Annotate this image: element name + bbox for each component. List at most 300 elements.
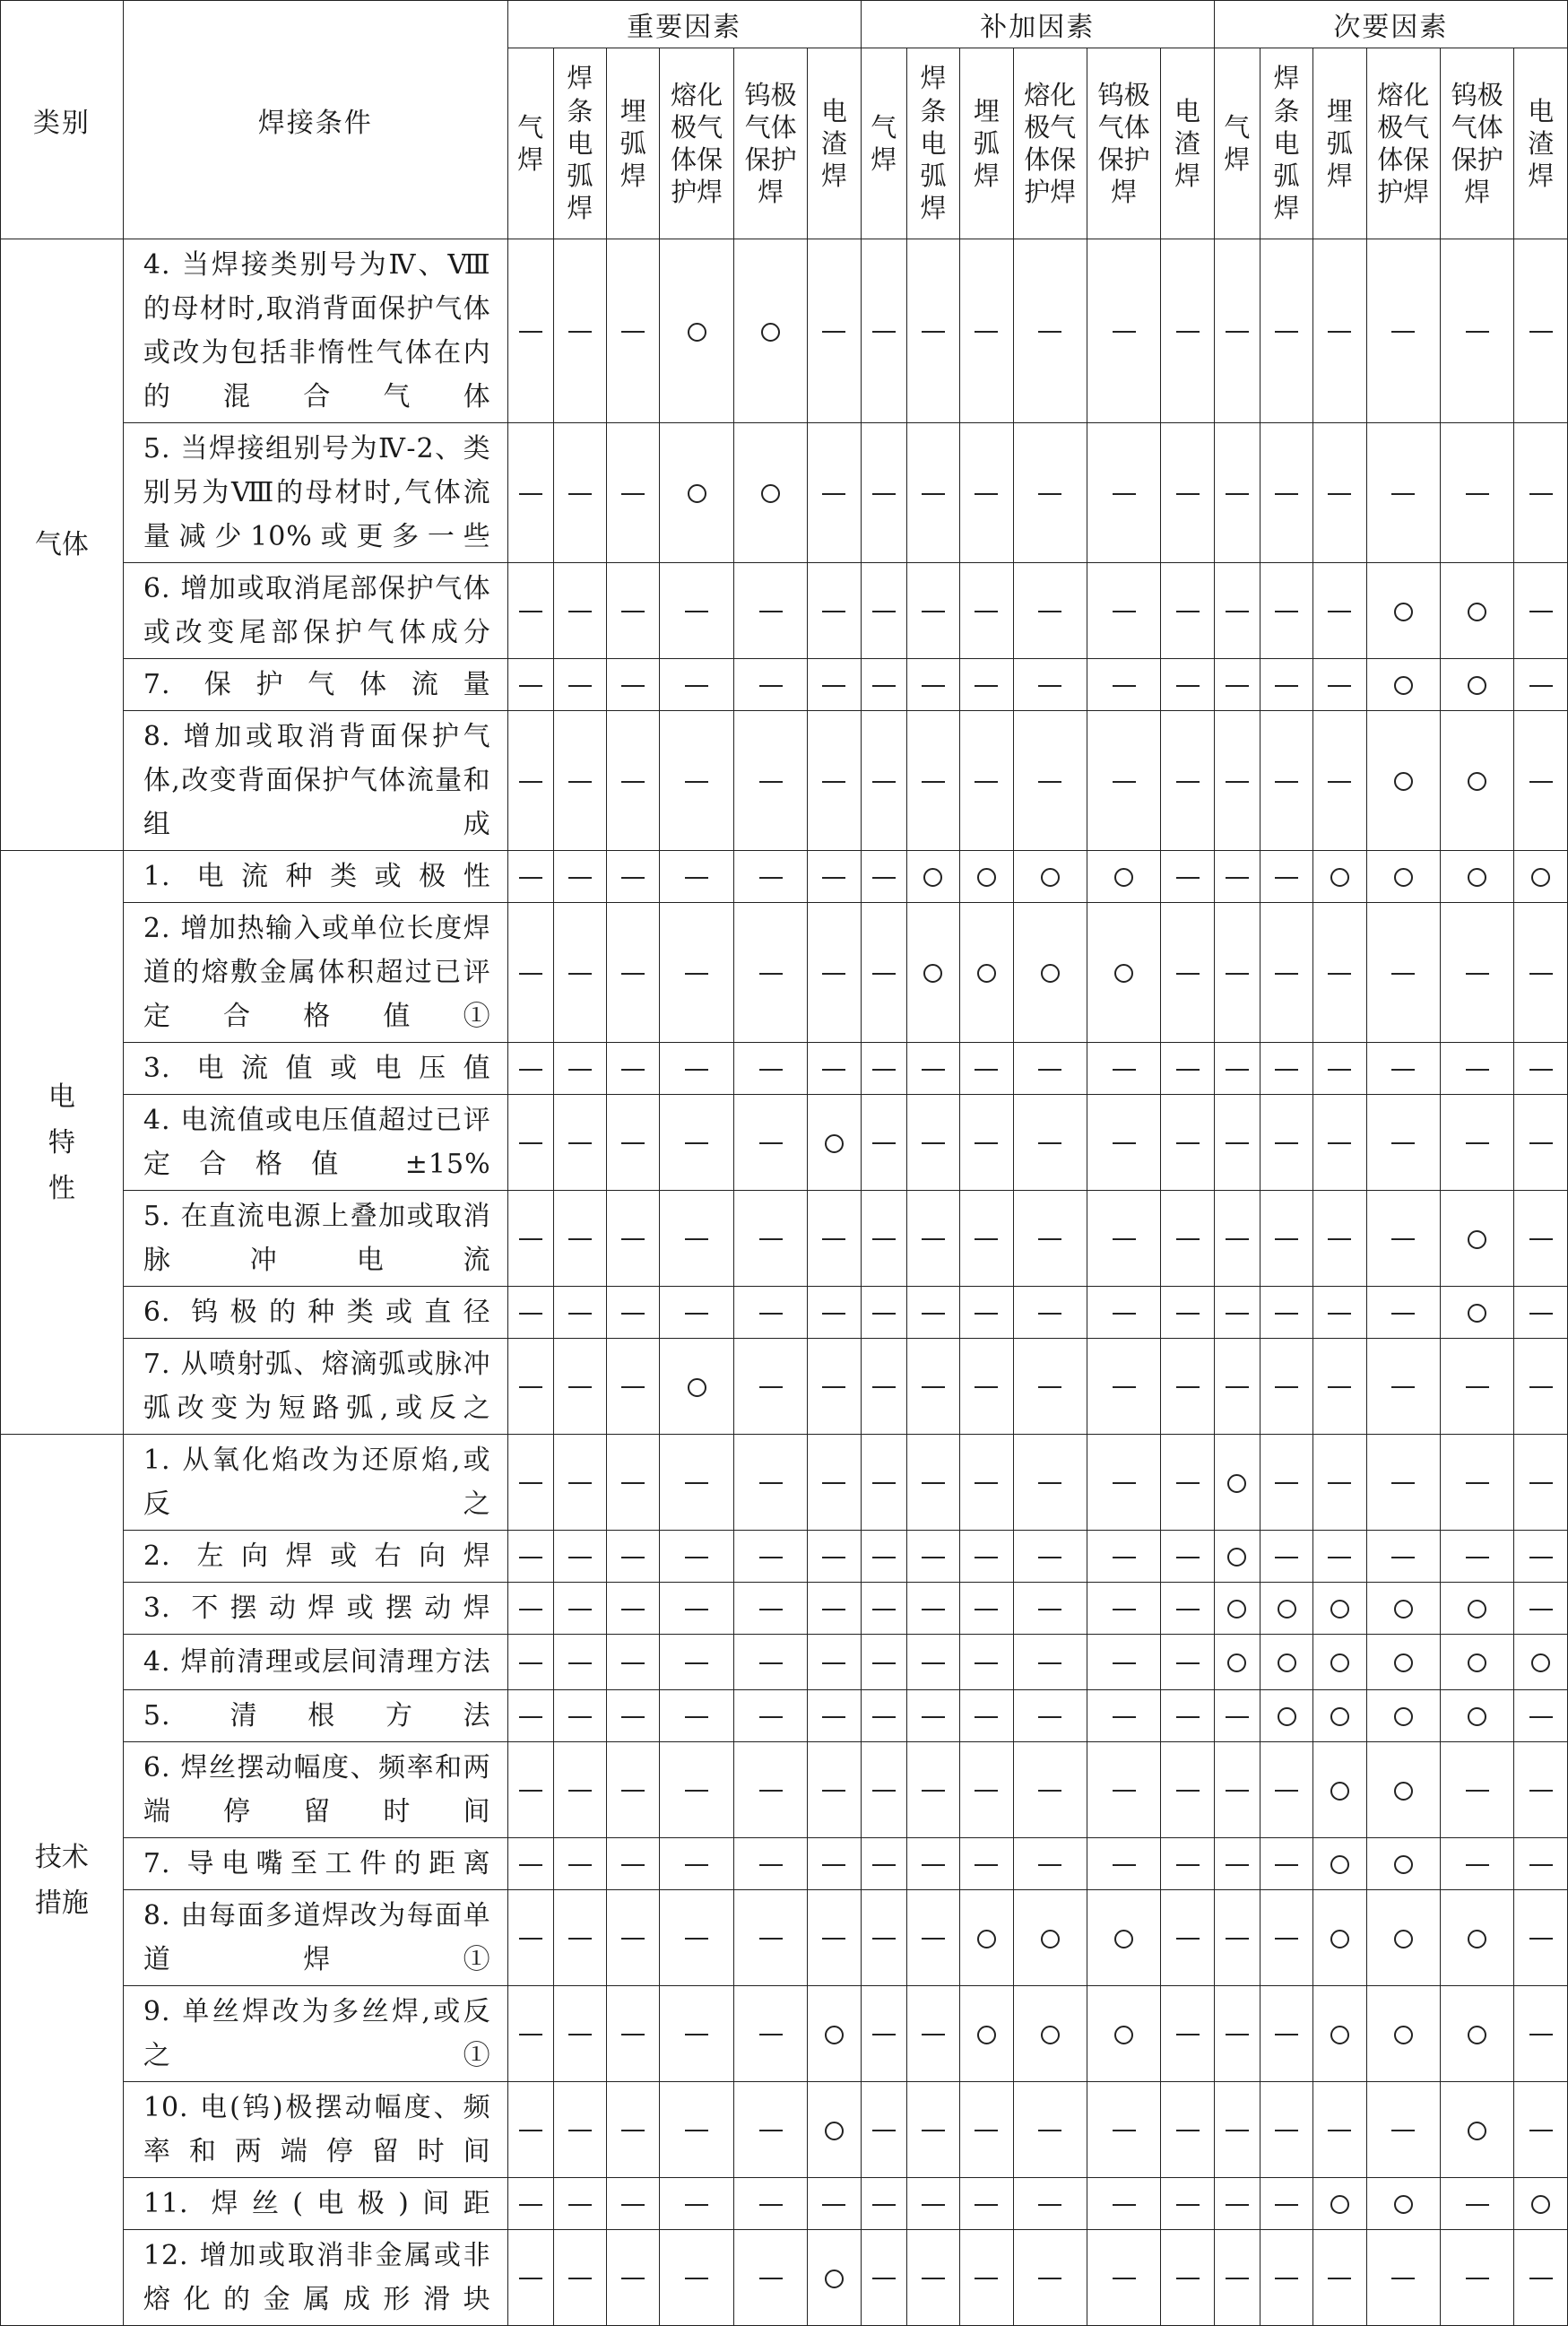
dash-mark-icon	[1113, 1313, 1136, 1315]
mark-cell	[1441, 1690, 1514, 1742]
dash-mark-icon	[975, 611, 998, 612]
dash-mark-icon	[1038, 1142, 1061, 1144]
mark-cell	[906, 1742, 959, 1838]
mark-cell	[1366, 1742, 1440, 1838]
mark-cell	[1313, 2082, 1366, 2178]
mark-cell	[1087, 903, 1160, 1043]
condition-cell: 1. 从氧化焰改为还原焰,或反之	[123, 1435, 507, 1531]
dash-mark-icon	[822, 1716, 845, 1718]
dash-mark-icon	[1226, 2034, 1249, 2035]
dash-mark-icon	[519, 2034, 542, 2035]
dash-mark-icon	[568, 2278, 592, 2279]
mark-cell	[553, 1043, 606, 1095]
dash-mark-icon	[759, 1142, 783, 1144]
dash-mark-icon	[1275, 1557, 1298, 1558]
mark-cell	[906, 1635, 959, 1690]
mark-cell	[1214, 1890, 1260, 1986]
header-method-label: 熔化 极气 体保 护焊	[671, 79, 723, 208]
mark-cell	[607, 1838, 660, 1890]
mark-cell	[733, 711, 807, 851]
mark-cell	[1087, 1435, 1160, 1531]
mark-cell	[660, 1838, 733, 1890]
dash-mark-icon	[1328, 1557, 1351, 1558]
mark-cell	[1013, 659, 1087, 711]
mark-cell	[906, 1287, 959, 1339]
dash-mark-icon	[975, 1716, 998, 1718]
mark-cell	[1366, 903, 1440, 1043]
mark-cell	[1260, 1531, 1312, 1583]
mark-cell	[1013, 1742, 1087, 1838]
circle-mark-icon	[1468, 2026, 1486, 2044]
dash-mark-icon	[1328, 331, 1351, 333]
dash-mark-icon	[1038, 1238, 1061, 1240]
dash-mark-icon	[1226, 493, 1249, 495]
dash-mark-icon	[822, 781, 845, 783]
header-method-label: 电 渣 焊	[1528, 95, 1555, 192]
circle-mark-icon	[1394, 1707, 1413, 1726]
dash-mark-icon	[922, 611, 945, 612]
dash-mark-icon	[621, 1386, 645, 1388]
mark-cell	[1313, 563, 1366, 659]
header-category: 类别	[1, 1, 124, 239]
circle-mark-icon	[1278, 1653, 1296, 1672]
mark-cell	[1087, 423, 1160, 563]
circle-mark-icon	[977, 964, 996, 983]
dash-mark-icon	[822, 1313, 845, 1315]
mark-cell	[660, 1287, 733, 1339]
circle-mark-icon	[825, 2270, 844, 2288]
mark-cell	[1214, 239, 1260, 423]
dash-mark-icon	[872, 1238, 896, 1240]
dash-mark-icon	[1275, 877, 1298, 879]
header-method	[1514, 48, 1568, 239]
mark-cell	[1514, 1986, 1568, 2082]
dash-mark-icon	[975, 331, 998, 333]
dash-mark-icon	[519, 1662, 542, 1664]
dash-mark-icon	[872, 1557, 896, 1558]
dash-mark-icon	[922, 1069, 945, 1071]
dash-mark-icon	[1328, 611, 1351, 612]
dash-mark-icon	[1176, 1662, 1200, 1664]
mark-cell	[607, 1635, 660, 1690]
dash-mark-icon	[922, 2278, 945, 2279]
dash-mark-icon	[1176, 2278, 1200, 2279]
header-method	[607, 48, 660, 239]
mark-cell	[1313, 239, 1366, 423]
mark-cell	[553, 1339, 606, 1435]
mark-cell	[553, 2082, 606, 2178]
condition-cell: 3. 电流值或电压值	[123, 1043, 507, 1095]
dash-mark-icon	[872, 781, 896, 783]
table-row	[1, 1191, 1568, 1287]
dash-mark-icon	[759, 877, 783, 879]
circle-mark-icon	[1468, 2122, 1486, 2140]
table-row	[1, 1531, 1568, 1583]
mark-cell	[1013, 2082, 1087, 2178]
table-row	[1, 563, 1568, 659]
mark-cell	[861, 1531, 906, 1583]
dash-mark-icon	[1466, 1069, 1489, 1071]
mark-cell	[1366, 1435, 1440, 1531]
mark-cell	[607, 851, 660, 903]
dash-mark-icon	[685, 1938, 708, 1940]
mark-cell	[1366, 1095, 1440, 1191]
dash-mark-icon	[1113, 1069, 1136, 1071]
dash-mark-icon	[1391, 331, 1415, 333]
header-group-0: 重要因素	[507, 1, 861, 48]
dash-mark-icon	[872, 2034, 896, 2035]
dash-mark-icon	[1176, 781, 1200, 783]
dash-mark-icon	[822, 1790, 845, 1792]
dash-mark-icon	[621, 1238, 645, 1240]
dash-mark-icon	[1113, 611, 1136, 612]
mark-cell	[660, 2230, 733, 2326]
mark-cell	[660, 711, 733, 851]
mark-cell	[733, 2230, 807, 2326]
category-cell: 气体	[1, 239, 124, 851]
dash-mark-icon	[621, 1142, 645, 1144]
dash-mark-icon	[621, 611, 645, 612]
mark-cell	[1260, 1191, 1312, 1287]
table-row	[1, 1890, 1568, 1986]
dash-mark-icon	[568, 1790, 592, 1792]
dash-mark-icon	[685, 877, 708, 879]
mark-cell	[1366, 1890, 1440, 1986]
mark-cell	[906, 1986, 959, 2082]
dash-mark-icon	[1529, 1557, 1553, 1558]
dash-mark-icon	[872, 1142, 896, 1144]
mark-cell	[1366, 239, 1440, 423]
circle-mark-icon	[1330, 1855, 1349, 1874]
mark-cell	[660, 903, 733, 1043]
mark-cell	[960, 1742, 1013, 1838]
mark-cell	[960, 1095, 1013, 1191]
mark-cell	[906, 423, 959, 563]
mark-cell	[1013, 1986, 1087, 2082]
dash-mark-icon	[872, 1609, 896, 1610]
circle-mark-icon	[1531, 868, 1550, 887]
dash-mark-icon	[519, 2278, 542, 2279]
mark-cell	[607, 1339, 660, 1435]
mark-cell	[1013, 239, 1087, 423]
dash-mark-icon	[568, 1938, 592, 1940]
mark-cell	[660, 1890, 733, 1986]
mark-cell	[861, 1339, 906, 1435]
mark-cell	[553, 423, 606, 563]
circle-mark-icon	[688, 323, 706, 342]
mark-cell	[960, 711, 1013, 851]
dash-mark-icon	[621, 1609, 645, 1610]
mark-cell	[733, 1435, 807, 1531]
dash-mark-icon	[1275, 685, 1298, 687]
circle-mark-icon	[977, 2026, 996, 2044]
mark-cell	[553, 1690, 606, 1742]
mark-cell	[861, 1890, 906, 1986]
circle-mark-icon	[825, 2122, 844, 2140]
table-row	[1, 1635, 1568, 1690]
mark-cell	[1366, 423, 1440, 563]
condition-cell: 10. 电(钨)极摆动幅度、频率和两端停留时间	[123, 2082, 507, 2178]
mark-cell	[607, 1690, 660, 1742]
condition-cell: 8. 由每面多道焊改为每面单道焊①	[123, 1890, 507, 1986]
dash-mark-icon	[1328, 1142, 1351, 1144]
mark-cell	[1013, 1890, 1087, 1986]
mark-cell	[1013, 1191, 1087, 1287]
mark-cell	[507, 1890, 553, 1986]
dash-mark-icon	[1176, 1790, 1200, 1792]
mark-cell	[1260, 2082, 1312, 2178]
mark-cell	[507, 2082, 553, 2178]
dash-mark-icon	[519, 781, 542, 783]
mark-cell	[861, 423, 906, 563]
mark-cell	[507, 2178, 553, 2230]
dash-mark-icon	[1038, 2278, 1061, 2279]
dash-mark-icon	[822, 2204, 845, 2206]
mark-cell	[1013, 1043, 1087, 1095]
dash-mark-icon	[759, 1238, 783, 1240]
mark-cell	[960, 659, 1013, 711]
dash-mark-icon	[1038, 1716, 1061, 1718]
condition-cell: 4. 电流值或电压值超过已评定合格值 ±15%	[123, 1095, 507, 1191]
circle-mark-icon	[1531, 2195, 1550, 2214]
dash-mark-icon	[872, 611, 896, 612]
dash-mark-icon	[822, 973, 845, 975]
dash-mark-icon	[685, 1482, 708, 1484]
circle-mark-icon	[688, 1378, 706, 1397]
dash-mark-icon	[1466, 331, 1489, 333]
dash-mark-icon	[568, 781, 592, 783]
dash-mark-icon	[1529, 2278, 1553, 2279]
mark-cell	[960, 1986, 1013, 2082]
dash-mark-icon	[1328, 493, 1351, 495]
mark-cell	[808, 2178, 861, 2230]
mark-cell	[960, 563, 1013, 659]
mark-cell	[906, 903, 959, 1043]
dash-mark-icon	[822, 1069, 845, 1071]
mark-cell	[1214, 1690, 1260, 1742]
mark-cell	[1514, 1191, 1568, 1287]
header-method-label: 焊 条 电 弧 焊	[567, 63, 593, 224]
dash-mark-icon	[1275, 1386, 1298, 1388]
condition-cell: 6. 钨极的种类或直径	[123, 1287, 507, 1339]
mark-cell	[1214, 1339, 1260, 1435]
dash-mark-icon	[922, 1313, 945, 1315]
mark-cell	[553, 1583, 606, 1635]
dash-mark-icon	[621, 331, 645, 333]
dash-mark-icon	[685, 2278, 708, 2279]
circle-mark-icon	[1041, 868, 1060, 887]
mark-cell	[1441, 1043, 1514, 1095]
dash-mark-icon	[1275, 1142, 1298, 1144]
category-cell: 技术 措施	[1, 1435, 124, 2326]
dash-mark-icon	[975, 781, 998, 783]
mark-cell	[1514, 423, 1568, 563]
circle-mark-icon	[1468, 1600, 1486, 1619]
dash-mark-icon	[685, 1313, 708, 1315]
dash-mark-icon	[872, 1069, 896, 1071]
mark-cell	[1214, 1838, 1260, 1890]
mark-cell	[1013, 1531, 1087, 1583]
mark-cell	[1441, 851, 1514, 903]
dash-mark-icon	[1113, 1142, 1136, 1144]
mark-cell	[553, 1095, 606, 1191]
dash-mark-icon	[1275, 1313, 1298, 1315]
mark-cell	[607, 563, 660, 659]
dash-mark-icon	[759, 973, 783, 975]
mark-cell	[1087, 1339, 1160, 1435]
condition-cell: 5. 清根方法	[123, 1690, 507, 1742]
dash-mark-icon	[759, 1938, 783, 1940]
mark-cell	[960, 1191, 1013, 1287]
mark-cell	[607, 2082, 660, 2178]
mark-cell	[1366, 851, 1440, 903]
header-condition: 焊接条件	[123, 1, 507, 239]
dash-mark-icon	[1113, 2130, 1136, 2131]
mark-cell	[808, 1095, 861, 1191]
table-row	[1, 1287, 1568, 1339]
dash-mark-icon	[922, 685, 945, 687]
dash-mark-icon	[1529, 1716, 1553, 1718]
mark-cell	[1366, 659, 1440, 711]
dash-mark-icon	[1226, 1716, 1249, 1718]
dash-mark-icon	[519, 1069, 542, 1071]
header-method-label: 埋 弧 焊	[973, 95, 1000, 192]
mark-cell	[808, 711, 861, 851]
mark-cell	[507, 1635, 553, 1690]
dash-mark-icon	[1466, 1386, 1489, 1388]
circle-mark-icon	[977, 868, 996, 887]
dash-mark-icon	[1328, 2130, 1351, 2131]
table-row	[1, 239, 1568, 423]
dash-mark-icon	[759, 2130, 783, 2131]
mark-cell	[1214, 2230, 1260, 2326]
table-row	[1, 711, 1568, 851]
circle-mark-icon	[1330, 2195, 1349, 2214]
dash-mark-icon	[621, 1662, 645, 1664]
dash-mark-icon	[1176, 1142, 1200, 1144]
table-row	[1, 1838, 1568, 1890]
dash-mark-icon	[975, 685, 998, 687]
dash-mark-icon	[1466, 1557, 1489, 1558]
mark-cell	[660, 1191, 733, 1287]
mark-cell	[607, 1043, 660, 1095]
dash-mark-icon	[822, 1864, 845, 1866]
dash-mark-icon	[621, 2204, 645, 2206]
mark-cell	[507, 423, 553, 563]
dash-mark-icon	[519, 1313, 542, 1315]
header-method-label: 气 焊	[871, 111, 897, 175]
mark-cell	[1441, 1890, 1514, 1986]
dash-mark-icon	[1113, 1790, 1136, 1792]
circle-mark-icon	[1227, 1548, 1246, 1567]
table-row	[1, 423, 1568, 563]
mark-cell	[1313, 1043, 1366, 1095]
dash-mark-icon	[1328, 685, 1351, 687]
mark-cell	[1514, 1742, 1568, 1838]
circle-mark-icon	[1041, 2026, 1060, 2044]
mark-cell	[1161, 659, 1214, 711]
mark-cell	[1161, 2230, 1214, 2326]
mark-cell	[1514, 1435, 1568, 1531]
mark-cell	[861, 851, 906, 903]
mark-cell	[960, 2178, 1013, 2230]
dash-mark-icon	[922, 1662, 945, 1664]
mark-cell	[861, 1635, 906, 1690]
dash-mark-icon	[621, 685, 645, 687]
dash-mark-icon	[759, 1557, 783, 1558]
dash-mark-icon	[922, 1609, 945, 1610]
dash-mark-icon	[1529, 1386, 1553, 1388]
mark-cell	[607, 903, 660, 1043]
circle-mark-icon	[1330, 1653, 1349, 1672]
condition-cell: 12. 增加或取消非金属或非熔化的金属成形滑块	[123, 2230, 507, 2326]
circle-mark-icon	[1468, 868, 1486, 887]
dash-mark-icon	[759, 685, 783, 687]
dash-mark-icon	[568, 1069, 592, 1071]
dash-mark-icon	[1226, 973, 1249, 975]
mark-cell	[1161, 1339, 1214, 1435]
dash-mark-icon	[922, 1482, 945, 1484]
mark-cell	[507, 1191, 553, 1287]
mark-cell	[1514, 851, 1568, 903]
dash-mark-icon	[759, 1069, 783, 1071]
mark-cell	[660, 851, 733, 903]
dash-mark-icon	[759, 611, 783, 612]
mark-cell	[906, 1583, 959, 1635]
mark-cell	[1161, 239, 1214, 423]
mark-cell	[1214, 851, 1260, 903]
mark-cell	[1214, 1583, 1260, 1635]
header-group-2: 次要因素	[1214, 1, 1567, 48]
condition-cell: 5. 在直流电源上叠加或取消脉冲电流	[123, 1191, 507, 1287]
dash-mark-icon	[1529, 1864, 1553, 1866]
circle-mark-icon	[1227, 1474, 1246, 1493]
dash-mark-icon	[685, 1069, 708, 1071]
header-method-label: 焊 条 电 弧 焊	[920, 63, 947, 224]
dash-mark-icon	[822, 493, 845, 495]
mark-cell	[861, 1583, 906, 1635]
mark-cell	[1214, 1531, 1260, 1583]
condition-cell: 11. 焊丝(电极)间距	[123, 2178, 507, 2230]
circle-mark-icon	[1330, 1782, 1349, 1801]
mark-cell	[1441, 1838, 1514, 1890]
dash-mark-icon	[1038, 493, 1061, 495]
mark-cell	[553, 239, 606, 423]
mark-cell	[733, 563, 807, 659]
dash-mark-icon	[922, 1386, 945, 1388]
dash-mark-icon	[872, 1482, 896, 1484]
dash-mark-icon	[872, 2130, 896, 2131]
mark-cell	[1441, 1287, 1514, 1339]
mark-cell	[808, 239, 861, 423]
mark-cell	[733, 1690, 807, 1742]
mark-cell	[733, 851, 807, 903]
dash-mark-icon	[685, 1790, 708, 1792]
mark-cell	[1214, 563, 1260, 659]
dash-mark-icon	[519, 1609, 542, 1610]
circle-mark-icon	[1468, 1230, 1486, 1249]
mark-cell	[1087, 1742, 1160, 1838]
mark-cell	[507, 2230, 553, 2326]
dash-mark-icon	[685, 1716, 708, 1718]
mark-cell	[906, 1043, 959, 1095]
mark-cell	[660, 1435, 733, 1531]
dash-mark-icon	[822, 611, 845, 612]
mark-cell	[507, 1095, 553, 1191]
mark-cell	[607, 1095, 660, 1191]
mark-cell	[1214, 1287, 1260, 1339]
dash-mark-icon	[1113, 493, 1136, 495]
